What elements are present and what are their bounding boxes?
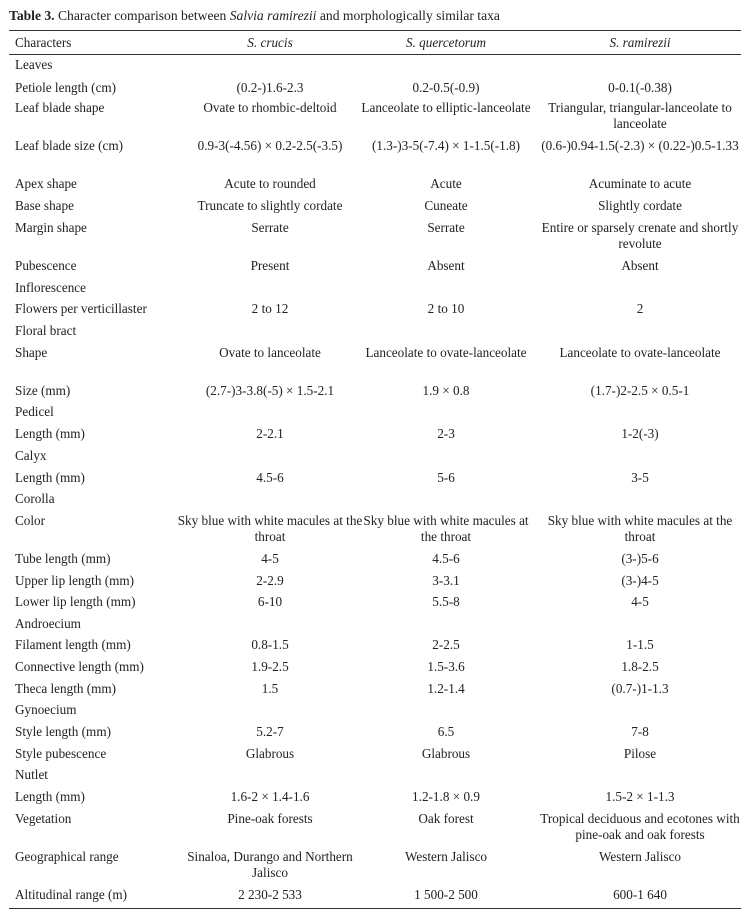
cell-s-ramirezii: (0.7-)1-1.3 <box>611 681 669 696</box>
cell-s-crucis: Ovate to rhombic-deltoid <box>203 100 337 115</box>
cell-character: Altitudinal range (m) <box>15 887 128 902</box>
cell-s-quercetorum: Serrate <box>427 220 465 235</box>
cell-s-crucis: 0.9-3(-4.56) × 0.2-2.5(-3.5) <box>197 138 343 153</box>
cell-character: Lower lip length (mm) <box>15 594 136 609</box>
cell-character: Connective length (mm) <box>15 659 144 674</box>
cell-s-quercetorum: Lanceolate to elliptic-lanceolate <box>361 100 531 115</box>
cell-s-crucis: Ovate to lanceolate <box>219 345 321 360</box>
cell-character: Floral bract <box>15 323 77 338</box>
cell-character: Androecium <box>15 616 81 631</box>
cell-s-quercetorum: 4.5-6 <box>432 551 460 566</box>
table-caption <box>9 6 500 26</box>
cell-s-crucis: Serrate <box>251 220 289 235</box>
cell-character: Nutlet <box>15 767 48 782</box>
cell-character: Leaf blade size (cm) <box>15 138 123 153</box>
cell-s-ramirezii: Tropical deciduous and ecotones with pine-oak and oak forests <box>540 811 740 842</box>
caption-text-after: and morphologically similar taxa <box>316 8 500 23</box>
cell-s-quercetorum: 2-3 <box>437 426 455 441</box>
cell-s-ramirezii: 1-1.5 <box>626 637 654 652</box>
cell-s-ramirezii: Entire or sparsely crenate and shortly revolute <box>541 220 739 251</box>
cell-character: Color <box>15 513 46 528</box>
cell-character: Pubescence <box>15 258 77 273</box>
cell-s-quercetorum: 5-6 <box>437 470 455 485</box>
cell-s-crucis: 2 to 12 <box>251 301 289 316</box>
cell-character: Vegetation <box>15 811 72 826</box>
cell-character: Theca length (mm) <box>15 681 117 696</box>
cell-character: Inflorescence <box>15 280 87 295</box>
cell-s-ramirezii: 7-8 <box>631 724 649 739</box>
cell-s-quercetorum: 1.2-1.8 × 0.9 <box>412 789 480 804</box>
cell-s-quercetorum: 5.5-8 <box>432 594 460 609</box>
cell-character: Tube length (mm) <box>15 551 111 566</box>
cell-s-crucis: 5.2-7 <box>256 724 284 739</box>
cell-character: Flowers per verticillaster <box>15 301 147 316</box>
cell-character: Gynoecium <box>15 702 77 717</box>
cell-s-crucis: (0.2-)1.6-2.3 <box>236 80 304 95</box>
cell-s-ramirezii: 0-0.1(-0.38) <box>608 80 672 95</box>
cell-s-crucis: 1.6-2 × 1.4-1.6 <box>230 789 310 804</box>
cell-s-crucis: 1.5 <box>261 681 279 696</box>
cell-s-crucis: Glabrous <box>245 746 295 761</box>
cell-s-quercetorum: Lanceolate to ovate-lanceolate <box>365 345 527 360</box>
cell-s-quercetorum: 0.2-0.5(-0.9) <box>412 80 480 95</box>
cell-s-crucis: (2.7-)3-3.8(-5) × 1.5-2.1 <box>205 383 335 398</box>
cell-s-ramirezii: Pilose <box>623 746 657 761</box>
cell-character: Petiole length (cm) <box>15 80 117 95</box>
cell-s-quercetorum: Cuneate <box>424 198 468 213</box>
cell-s-crucis: 1.9-2.5 <box>251 659 289 674</box>
cell-s-crucis: Present <box>250 258 290 273</box>
cell-character: Base shape <box>15 198 74 213</box>
cell-s-quercetorum: 1 500-2 500 <box>414 887 478 902</box>
cell-character: Length (mm) <box>15 426 85 441</box>
cell-s-quercetorum: 1.2-1.4 <box>427 681 465 696</box>
cell-character: Size (mm) <box>15 383 71 398</box>
cell-s-ramirezii: Acuminate to acute <box>588 176 692 191</box>
cell-s-ramirezii: 2 <box>636 301 644 316</box>
cell-s-crucis: Sinaloa, Durango and Northern Jalisco <box>187 849 353 880</box>
cell-s-ramirezii: 3-5 <box>631 470 649 485</box>
cell-character: Apex shape <box>15 176 77 191</box>
table-label: Table 3. <box>9 8 55 23</box>
cell-character: Style pubescence <box>15 746 107 761</box>
table-header-rule <box>9 54 741 55</box>
cell-character: Pedicel <box>15 404 54 419</box>
cell-character: Leaves <box>15 57 53 72</box>
cell-s-ramirezii: 4-5 <box>631 594 649 609</box>
cell-s-crucis: 4-5 <box>261 551 279 566</box>
cell-s-crucis: Acute to rounded <box>224 176 316 191</box>
cell-character: Length (mm) <box>15 789 85 804</box>
cell-s-ramirezii: Sky blue with white macules at the throat <box>547 513 733 544</box>
cell-s-ramirezii: 1.5-2 × 1-1.3 <box>605 789 675 804</box>
cell-character: Margin shape <box>15 220 87 235</box>
cell-s-quercetorum: 1.9 × 0.8 <box>422 383 470 398</box>
cell-s-quercetorum: Absent <box>427 258 465 273</box>
cell-s-quercetorum: 1.5-3.6 <box>427 659 465 674</box>
cell-s-quercetorum: 6.5 <box>437 724 455 739</box>
caption-species: Salvia ramirezii <box>229 8 317 23</box>
cell-s-quercetorum: 2-2.5 <box>432 637 460 652</box>
header-s-crucis: S. crucis <box>247 35 293 50</box>
cell-s-ramirezii: Western Jalisco <box>598 849 682 864</box>
cell-s-ramirezii: (0.6-)0.94-1.5(-2.3) × (0.22-)0.5-1.33 <box>541 138 739 153</box>
cell-s-ramirezii: 1-2(-3) <box>621 426 659 441</box>
cell-s-crucis: Pine-oak forests <box>227 811 313 826</box>
cell-s-crucis: 4.5-6 <box>256 470 284 485</box>
cell-s-ramirezii: Slightly cordate <box>598 198 682 213</box>
cell-s-ramirezii: (3-)5-6 <box>621 551 659 566</box>
cell-s-quercetorum: 2 to 10 <box>427 301 465 316</box>
cell-character: Corolla <box>15 491 55 506</box>
cell-s-crucis: 2-2.9 <box>256 573 284 588</box>
cell-character: Calyx <box>15 448 47 463</box>
cell-s-crucis: 0.8-1.5 <box>251 637 289 652</box>
cell-character: Filament length (mm) <box>15 637 131 652</box>
cell-character: Length (mm) <box>15 470 85 485</box>
cell-s-quercetorum: Acute <box>430 176 462 191</box>
cell-s-crucis: 2-2.1 <box>256 426 284 441</box>
cell-s-quercetorum: Sky blue with white macules at the throat <box>363 513 529 544</box>
caption-text-before: Character comparison between <box>54 8 230 23</box>
cell-s-crucis: Truncate to slightly cordate <box>197 198 343 213</box>
cell-s-ramirezii: 600-1 640 <box>613 887 667 902</box>
cell-s-crucis: 6-10 <box>257 594 283 609</box>
cell-s-crucis: 2 230-2 533 <box>238 887 302 902</box>
cell-character: Geographical range <box>15 849 119 864</box>
cell-s-ramirezii: Lanceolate to ovate-lanceolate <box>559 345 721 360</box>
cell-s-ramirezii: Triangular, triangular-lanceolate to lanceolate <box>548 100 732 131</box>
header-s-ramirezii: S. ramirezii <box>609 35 671 50</box>
cell-s-ramirezii: (3-)4-5 <box>621 573 659 588</box>
cell-character: Upper lip length (mm) <box>15 573 135 588</box>
cell-s-ramirezii: 1.8-2.5 <box>621 659 659 674</box>
table-top-rule <box>9 30 741 31</box>
cell-s-ramirezii: Absent <box>621 258 659 273</box>
cell-s-quercetorum: 3-3.1 <box>432 573 460 588</box>
header-s-quercetorum: S. quercetorum <box>405 35 487 50</box>
cell-s-quercetorum: Glabrous <box>421 746 471 761</box>
cell-s-ramirezii: (1.7-)2-2.5 × 0.5-1 <box>590 383 690 398</box>
cell-s-quercetorum: Western Jalisco <box>404 849 488 864</box>
cell-character: Shape <box>15 345 48 360</box>
cell-s-quercetorum: (1.3-)3-5(-7.4) × 1-1.5(-1.8) <box>371 138 521 153</box>
header-characters: Characters <box>15 35 72 50</box>
cell-character: Leaf blade shape <box>15 100 105 115</box>
cell-s-quercetorum: Oak forest <box>418 811 474 826</box>
cell-character: Style length (mm) <box>15 724 111 739</box>
table-bottom-rule <box>9 908 741 909</box>
cell-s-crucis: Sky blue with white macules at the throat <box>177 513 363 544</box>
